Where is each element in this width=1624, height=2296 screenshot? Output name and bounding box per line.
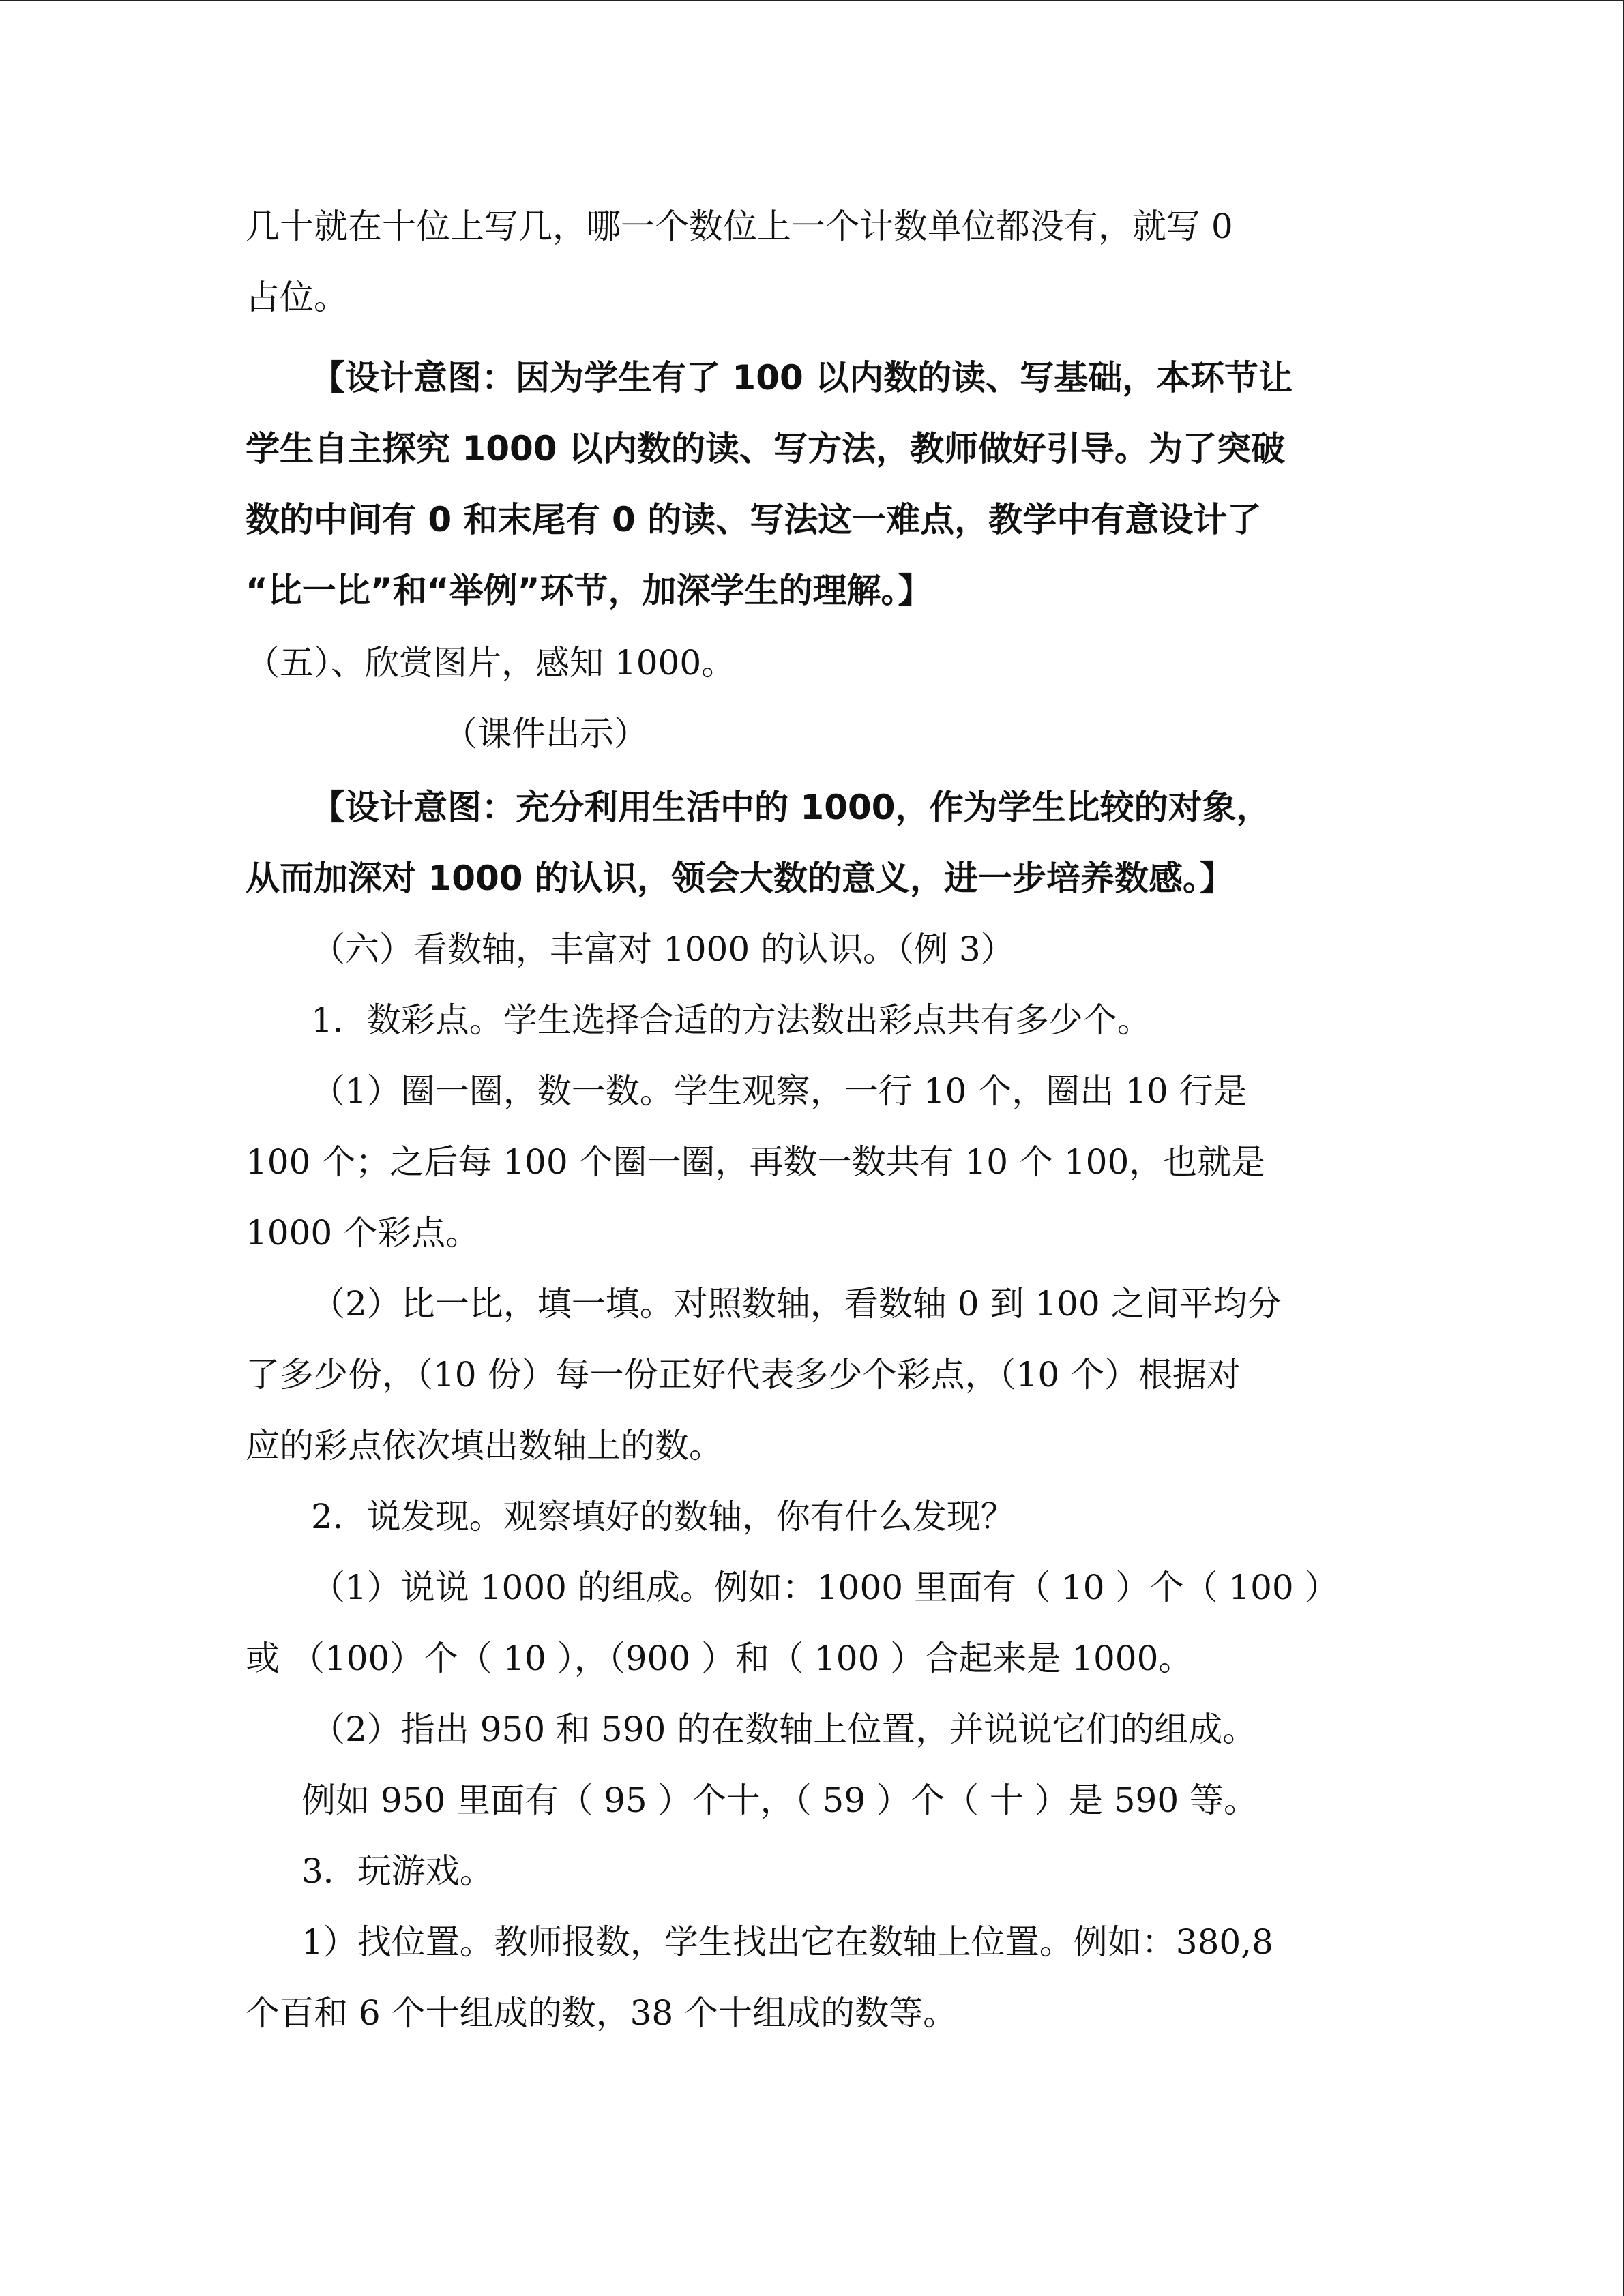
design-intent-line: 【设计意图：充分利用生活中的 1000，作为学生比较的对象，	[311, 788, 1271, 827]
text-line: 例如 950 里面有（ 95 ）个十，（ 59 ）个（ 十 ）是 590 等。	[301, 1780, 1258, 1820]
text-line: 100 个；之后每 100 个圈一圈，再数一数共有 10 个 100，也就是	[246, 1142, 1266, 1182]
text-line: 个百和 6 个十组成的数，38 个十组成的数等。	[246, 1993, 958, 2033]
text-line: 1000 个彩点。	[246, 1213, 480, 1253]
design-intent-line: 【设计意图：因为学生有了 100 以内数的读、写基础，本环节让	[311, 358, 1293, 398]
text-line: 或 （100）个（ 10 ），（900 ）和（ 100 ）合起来是 1000。	[246, 1639, 1193, 1678]
section-heading: （六）看数轴，丰富对 1000 的认识。（例 3）	[311, 929, 1015, 969]
design-intent-line: 从而加深对 1000 的认识，领会大数的意义，进一步培养数感。】	[246, 859, 1234, 898]
step-heading: 2．说发现。观察填好的数轴，你有什么发现？	[311, 1497, 1015, 1536]
text-line: 占位。	[246, 278, 348, 317]
text-line: （2）指出 950 和 590 的在数轴上位置，并说说它们的组成。	[311, 1710, 1257, 1749]
text-line: （1）说说 1000 的组成。例如：1000 里面有（ 10 ）个（ 100 ）	[311, 1568, 1339, 1607]
text-line: （1）圈一圈，数一数。学生观察，一行 10 个，圈出 10 行是	[311, 1071, 1247, 1111]
courseware-note: （课件出示）	[443, 714, 648, 754]
design-intent-line: 数的中间有 0 和末尾有 0 的读、写法这一难点，教学中有意设计了	[246, 500, 1262, 539]
text-line: 1）找位置。教师报数，学生找出它在数轴上位置。例如：380,8	[301, 1922, 1273, 1962]
design-intent-line: 学生自主探究 1000 以内数的读、写方法，教师做好引导。为了突破	[246, 429, 1285, 468]
text-line: 了多少份，（10 份）每一份正好代表多少个彩点，（10 个）根据对	[246, 1355, 1241, 1395]
text-line: 应的彩点依次填出数轴上的数。	[246, 1426, 723, 1465]
text-line: 几十就在十位上写几，哪一个数位上一个计数单位都没有，就写 0	[246, 207, 1233, 246]
text-line: （2）比一比，填一填。对照数轴，看数轴 0 到 100 之间平均分	[311, 1284, 1282, 1324]
design-intent-line: “比一比”和“举例”环节，加深学生的理解。】	[246, 571, 932, 610]
section-heading: （五）、欣赏图片，感知 1000。	[246, 643, 736, 683]
step-heading: 1．数彩点。学生选择合适的方法数出彩点共有多少个。	[311, 1000, 1151, 1040]
step-heading: 3．玩游戏。	[301, 1851, 494, 1891]
